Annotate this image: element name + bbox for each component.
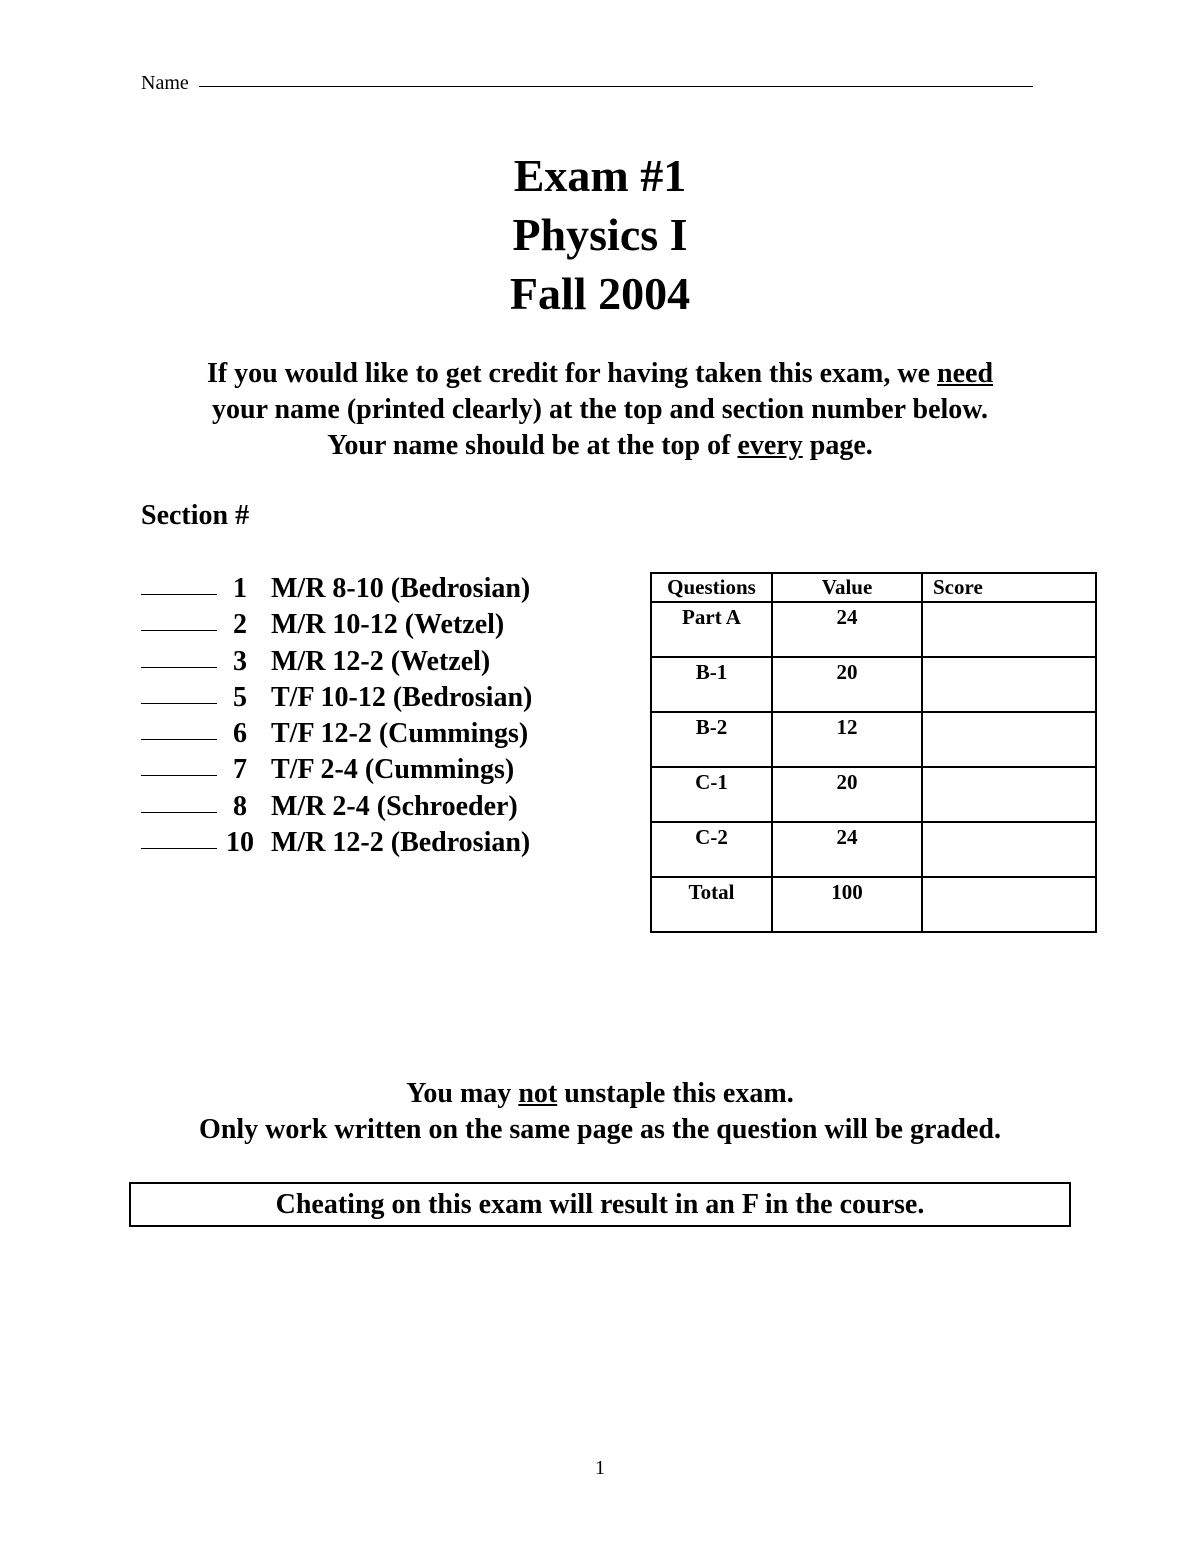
emphasis-every: every [737, 430, 803, 461]
table-row [651, 657, 1096, 712]
value-cell: 24 [772, 822, 922, 877]
value-cell: 24 [772, 602, 922, 657]
question-cell: Part A [651, 602, 772, 657]
table-row [651, 602, 1096, 657]
section-option: 7 T/F 2-4 (Cummings) [141, 752, 532, 788]
cheating-warning-box: Cheating on this exam will result in an F in the course. [129, 1182, 1071, 1227]
score-cell[interactable] [922, 657, 1096, 712]
name-label: Name [141, 72, 189, 94]
header-score: Score [922, 573, 1096, 602]
question-cell: C-2 [651, 822, 772, 877]
section-option: 2 M/R 10-12 (Wetzel) [141, 607, 532, 643]
section-check-blank[interactable] [141, 812, 217, 813]
table-row [651, 712, 1096, 767]
section-check-blank[interactable] [141, 630, 217, 631]
section-check-blank[interactable] [141, 739, 217, 740]
section-check-blank[interactable] [141, 848, 217, 849]
score-table-header [651, 573, 1096, 602]
table-row [651, 822, 1096, 877]
header-questions: Questions [651, 573, 772, 602]
header-value: Value [772, 573, 922, 602]
page-number: 1 [595, 1457, 605, 1479]
credit-notice: If you would like to get credit for having taken this exam, we need your name (printed clearly) at the top and section number below. Your name should be at the top of every page. [206, 358, 994, 461]
exam-title-line-1: Exam #1 [513, 150, 687, 201]
section-option: 6 T/F 12-2 (Cummings) [141, 716, 532, 752]
value-cell: 100 [772, 877, 922, 932]
score-cell[interactable] [922, 767, 1096, 822]
question-cell: Total [651, 877, 772, 932]
score-cell[interactable] [922, 822, 1096, 877]
section-list [141, 571, 532, 861]
name-blank-line[interactable] [199, 86, 1033, 87]
question-cell: C-1 [651, 767, 772, 822]
section-label: Section # [141, 500, 250, 531]
question-cell: B-1 [651, 657, 772, 712]
score-cell[interactable] [922, 877, 1096, 932]
value-cell: 20 [772, 657, 922, 712]
value-cell: 20 [772, 767, 922, 822]
staple-notice: You may not unstaple this exam. Only work written on the same page as the question will be graded. [199, 1078, 1001, 1145]
exam-title-line-3: Fall 2004 [509, 268, 691, 319]
section-option: 1 M/R 8-10 (Bedrosian) [141, 571, 532, 607]
table-row [651, 877, 1096, 932]
exam-title [0, 146, 1200, 323]
section-check-blank[interactable] [141, 667, 217, 668]
name-field[interactable] [141, 72, 1033, 95]
section-check-blank[interactable] [141, 703, 217, 704]
section-option: 8 M/R 2-4 (Schroeder) [141, 789, 532, 825]
question-cell: B-2 [651, 712, 772, 767]
section-option: 5 T/F 10-12 (Bedrosian) [141, 680, 532, 716]
table-row [651, 767, 1096, 822]
emphasis-need: need [937, 358, 994, 389]
value-cell: 12 [772, 712, 922, 767]
exam-title-line-2: Physics I [512, 209, 688, 260]
section-check-blank[interactable] [141, 594, 217, 595]
score-cell[interactable] [922, 712, 1096, 767]
section-check-blank[interactable] [141, 775, 217, 776]
emphasis-not: not [518, 1078, 558, 1109]
section-option: 3 M/R 12-2 (Wetzel) [141, 644, 532, 680]
score-cell[interactable] [922, 602, 1096, 657]
score-table [650, 572, 1097, 933]
section-option: 10 M/R 12-2 (Bedrosian) [141, 825, 532, 861]
